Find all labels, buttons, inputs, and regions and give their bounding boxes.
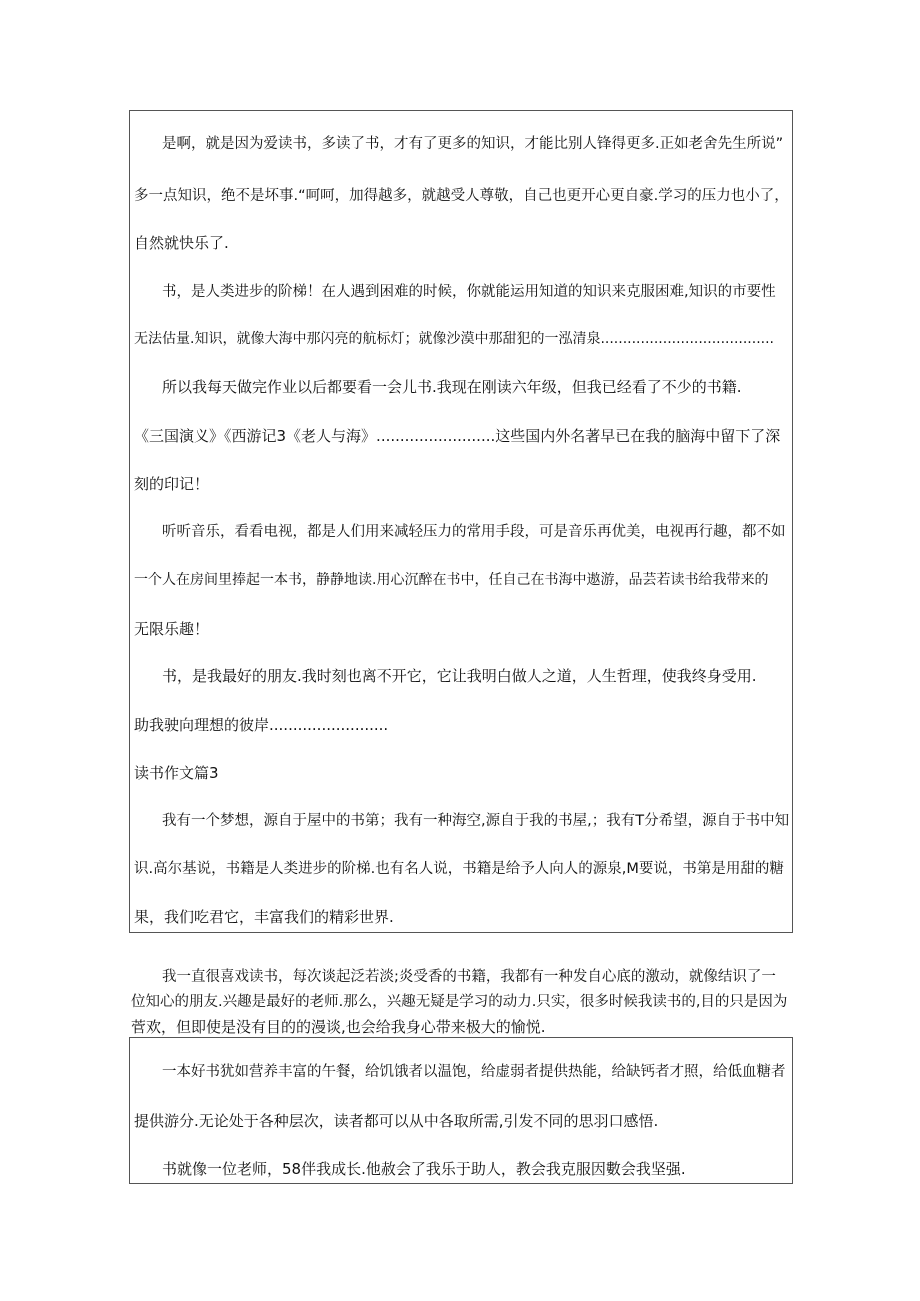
paragraph-line: 多一点知识，绝不是坏事.“呵呵，加得越多，就越受人尊敬，自己也更开心更自豪.学习的压力也小了， (134, 188, 789, 204)
paragraph-line: 《三国演义》《西游记3《老人与海》.........................这些国内外名著早已在我的脑海中留下了深 (134, 427, 781, 445)
paragraph-line: 助我驶向理想的彼岸......................... (134, 716, 389, 734)
paragraph-line: 自然就快乐了. (134, 234, 229, 252)
paragraph-line: 书，是人类进步的阶梯！在人遇到困难的时候，你就能运用知道的知识来克服困难,知识的市要性 (162, 284, 776, 300)
paragraph-line: 无法估量.知识，就像大海中那闪亮的航标灯；就像沙漠中那甜犯的一泓清泉....................................... (134, 331, 775, 347)
paragraph-line: 我有一个梦想，源自于屋中的书第；我有一种海空,源自于我的书屋,；我有T分希望，源自于书中知 (162, 813, 790, 829)
paragraph-line: 菅欢，但即使是没有目的的漫谈,也会给我身心带来极大的愉悦. (131, 1018, 546, 1036)
paragraph-line: 书，是我最好的朋友.我时刻也离不开它，它让我明白做人之道，人生哲理，使我终身受用. (162, 667, 757, 685)
paragraph-line: 是啊，就是因为爱读书，多读了书，才有了更多的知识，才能比别人锋得更多.正如老舍先生所说” (162, 136, 784, 152)
paragraph-line: 位知心的朋友.兴趣是最好的老师.那么，兴趣无疑是学习的动力.只实，很多时候我读书的,目的只是因为 (131, 994, 788, 1010)
paragraph-line: 一本好书犹如营养丰富的午餐，给饥饿者以温饱，给虚弱者提供热能，给缺钙者才照，给低血糖者 (162, 1064, 786, 1080)
paragraph-line: 无限乐趣！ (134, 620, 210, 638)
paragraph-line: 所以我每天做完作业以后都要看一会儿书.我现在刚读六年级，但我已经看了不少的书籍. (162, 378, 742, 396)
paragraph-line: 刻的印记！ (134, 475, 210, 493)
paragraph-line: 识.高尔基说，书籍是人类进步的阶梯.也有名人说，书籍是给予人向人的源泉,M要说，书第是用甜的糖 (134, 861, 784, 877)
paragraph-line: 果，我们吃君它，丰富我们的精彩世界. (134, 908, 394, 926)
paragraph-line: 书就像一位老师，58伴我成长.他赦会了我乐于助人，教会我克服因數会我坚强. (162, 1160, 686, 1178)
section-heading: 读书作文篇3 (134, 764, 219, 782)
paragraph-line: 听听音乐，看看电视，都是人们用来减轻压力的常用手段，可是音乐再优美，电视再行趣，都不如 (162, 524, 786, 540)
paragraph-line: 一个人在房间里捧起一本书，静静地读.用心沉醉在书中，任自己在书海中遨游，品芸若读书给我带来的 (134, 572, 769, 588)
paragraph-line: 我一直很喜戏读书，每次谈起泛若淡;炎受香的书籍，我都有一种发自心底的激动，就像结识了一 (162, 969, 776, 985)
paragraph-line: 提供游分.无论处于各种层次，读者都可以从中各取所需,引发不同的思羽口感悟. (134, 1112, 659, 1130)
